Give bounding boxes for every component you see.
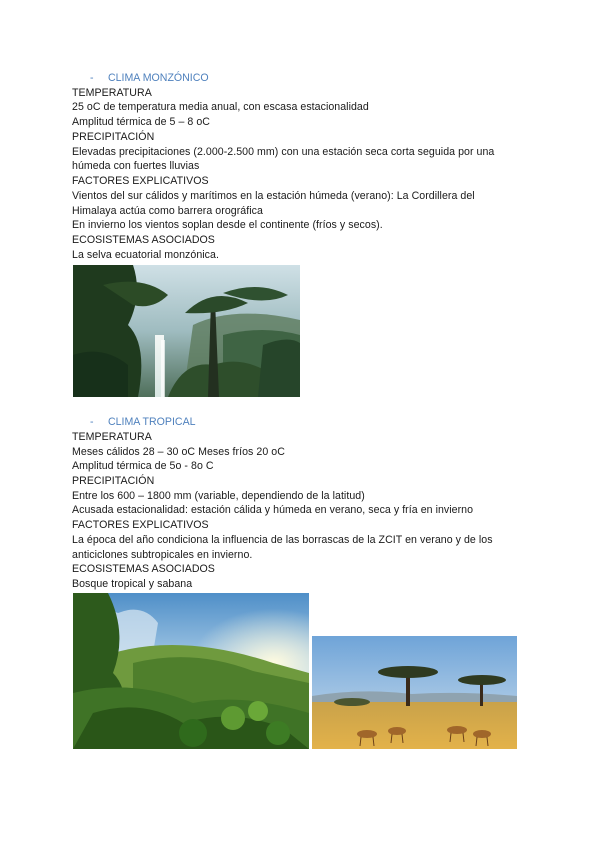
body-text: La época del año condiciona la influencia de las borrascas de la ZCIT en verano y de los — [72, 534, 493, 546]
savanna-gazelles-photo — [312, 636, 517, 749]
body-text: Meses cálidos 28 – 30 oC Meses fríos 20 oC — [72, 446, 285, 458]
body-text: Amplitud térmica de 5 – 8 oC — [72, 116, 211, 128]
body-text: En invierno los vientos soplan desde el continente (fríos y secos). — [72, 219, 383, 231]
subheading-precipitation: PRECIPITACIÓN — [72, 131, 155, 143]
section-heading-monsoon: - CLIMA MONZÓNICO — [90, 72, 209, 84]
bullet-dash: - — [90, 72, 94, 84]
subheading-precipitation: PRECIPITACIÓN — [72, 475, 155, 487]
body-text: húmeda con fuertes lluvias — [72, 160, 200, 172]
rainforest-waterfall-photo — [73, 265, 300, 397]
subheading-factors: FACTORES EXPLICATIVOS — [72, 175, 209, 187]
section-heading-tropical: - CLIMA TROPICAL — [90, 416, 196, 428]
subheading-ecosystems: ECOSISTEMAS ASOCIADOS — [72, 563, 215, 575]
subheading-factors: FACTORES EXPLICATIVOS — [72, 519, 209, 531]
body-text: La selva ecuatorial monzónica. — [72, 249, 219, 261]
body-text: Elevadas precipitaciones (2.000-2.500 mm) con una estación seca corta seguida por una — [72, 146, 495, 158]
body-text: Entre los 600 – 1800 mm (variable, dependiendo de la latitud) — [72, 490, 365, 502]
tropical-forest-photo — [73, 593, 309, 749]
body-text: Bosque tropical y sabana — [72, 578, 193, 590]
body-text: Himalaya actúa como barrera orográfica — [72, 205, 263, 217]
body-text: anticiclones subtropicales en invierno. — [72, 549, 253, 561]
body-text: Amplitud térmica de 5o - 8o C — [72, 460, 214, 472]
body-text: 25 oC de temperatura media anual, con escasa estacionalidad — [72, 101, 369, 113]
bullet-dash: - — [90, 416, 94, 428]
body-text: Vientos del sur cálidos y marítimos en la estación húmeda (verano): La Cordillera del — [72, 190, 475, 202]
body-text: Acusada estacionalidad: estación cálida y húmeda en verano, seca y fría en invierno — [72, 504, 474, 516]
subheading-temperature: TEMPERATURA — [72, 87, 152, 99]
subheading-ecosystems: ECOSISTEMAS ASOCIADOS — [72, 234, 215, 246]
subheading-temperature: TEMPERATURA — [72, 431, 152, 443]
